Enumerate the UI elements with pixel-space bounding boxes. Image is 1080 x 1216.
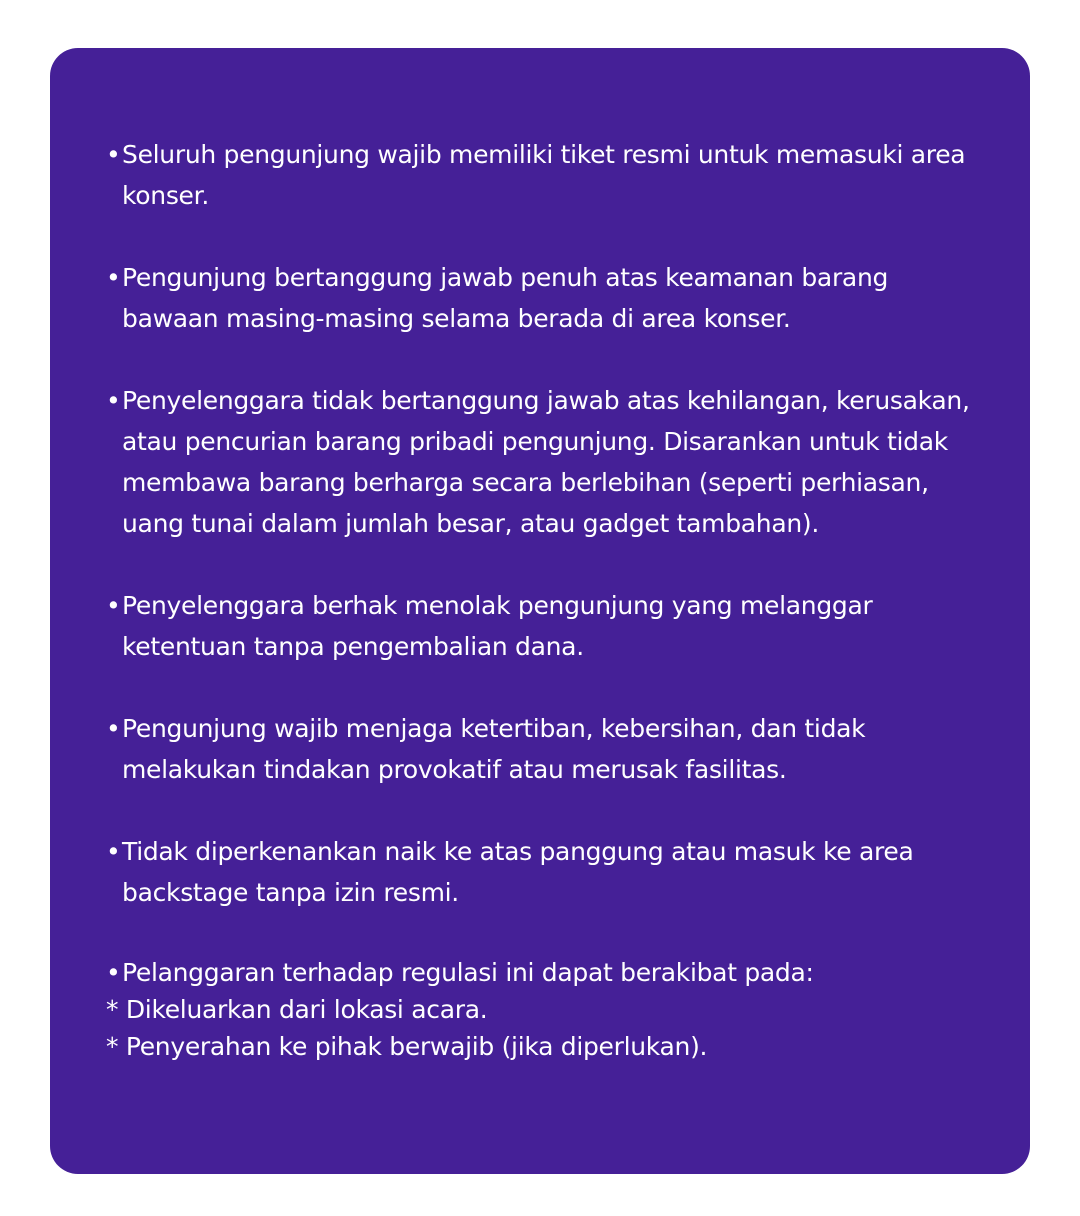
rule-item [106,257,974,339]
bullet-icon: • [106,386,121,415]
rule-item [106,831,974,913]
rule-text: Pengunjung wajib menjaga ketertiban, kebersihan, dan tidak melakukan tindakan provokatif atau merusak fasilitas. [122,714,866,784]
consequence-item: * Dikeluarkan dari lokasi acara. [106,995,488,1024]
rule-text: Tidak diperkenankan naik ke atas panggung atau masuk ke area backstage tanpa izin resmi. [122,837,914,907]
bullet-icon: • [106,591,121,620]
rules-list [106,134,974,1065]
bullet-icon: • [106,140,121,169]
rule-item-consequences [106,954,974,1065]
rule-text: Penyelenggara tidak bertanggung jawab atas kehilangan, kerusakan, atau pencurian barang pribadi pengunjung. Disarankan untuk tidak membawa barang berharga secara berlebihan (seperti perhiasan, uang tunai dalam jumlah besar, atau gadget tambahan). [122,386,970,538]
bullet-icon: • [106,714,121,743]
rule-item [106,708,974,790]
consequences-list [106,991,974,1065]
rule-item [106,134,974,216]
rule-text: Pelanggaran terhadap regulasi ini dapat berakibat pada: [122,958,814,987]
rule-item [106,380,974,544]
consequence-item: * Penyerahan ke pihak berwajib (jika diperlukan). [106,1032,708,1061]
rule-text: Pengunjung bertanggung jawab penuh atas keamanan barang bawaan masing-masing selama berada di area konser. [122,263,889,333]
rule-text: Seluruh pengunjung wajib memiliki tiket resmi untuk memasuki area konser. [122,140,966,210]
bullet-icon: • [106,263,121,292]
bullet-icon: • [106,958,121,987]
regulations-card [50,48,1030,1174]
bullet-icon: • [106,837,121,866]
rule-text: Penyelenggara berhak menolak pengunjung yang melanggar ketentuan tanpa pengembalian dana. [122,591,873,661]
rule-item [106,585,974,667]
